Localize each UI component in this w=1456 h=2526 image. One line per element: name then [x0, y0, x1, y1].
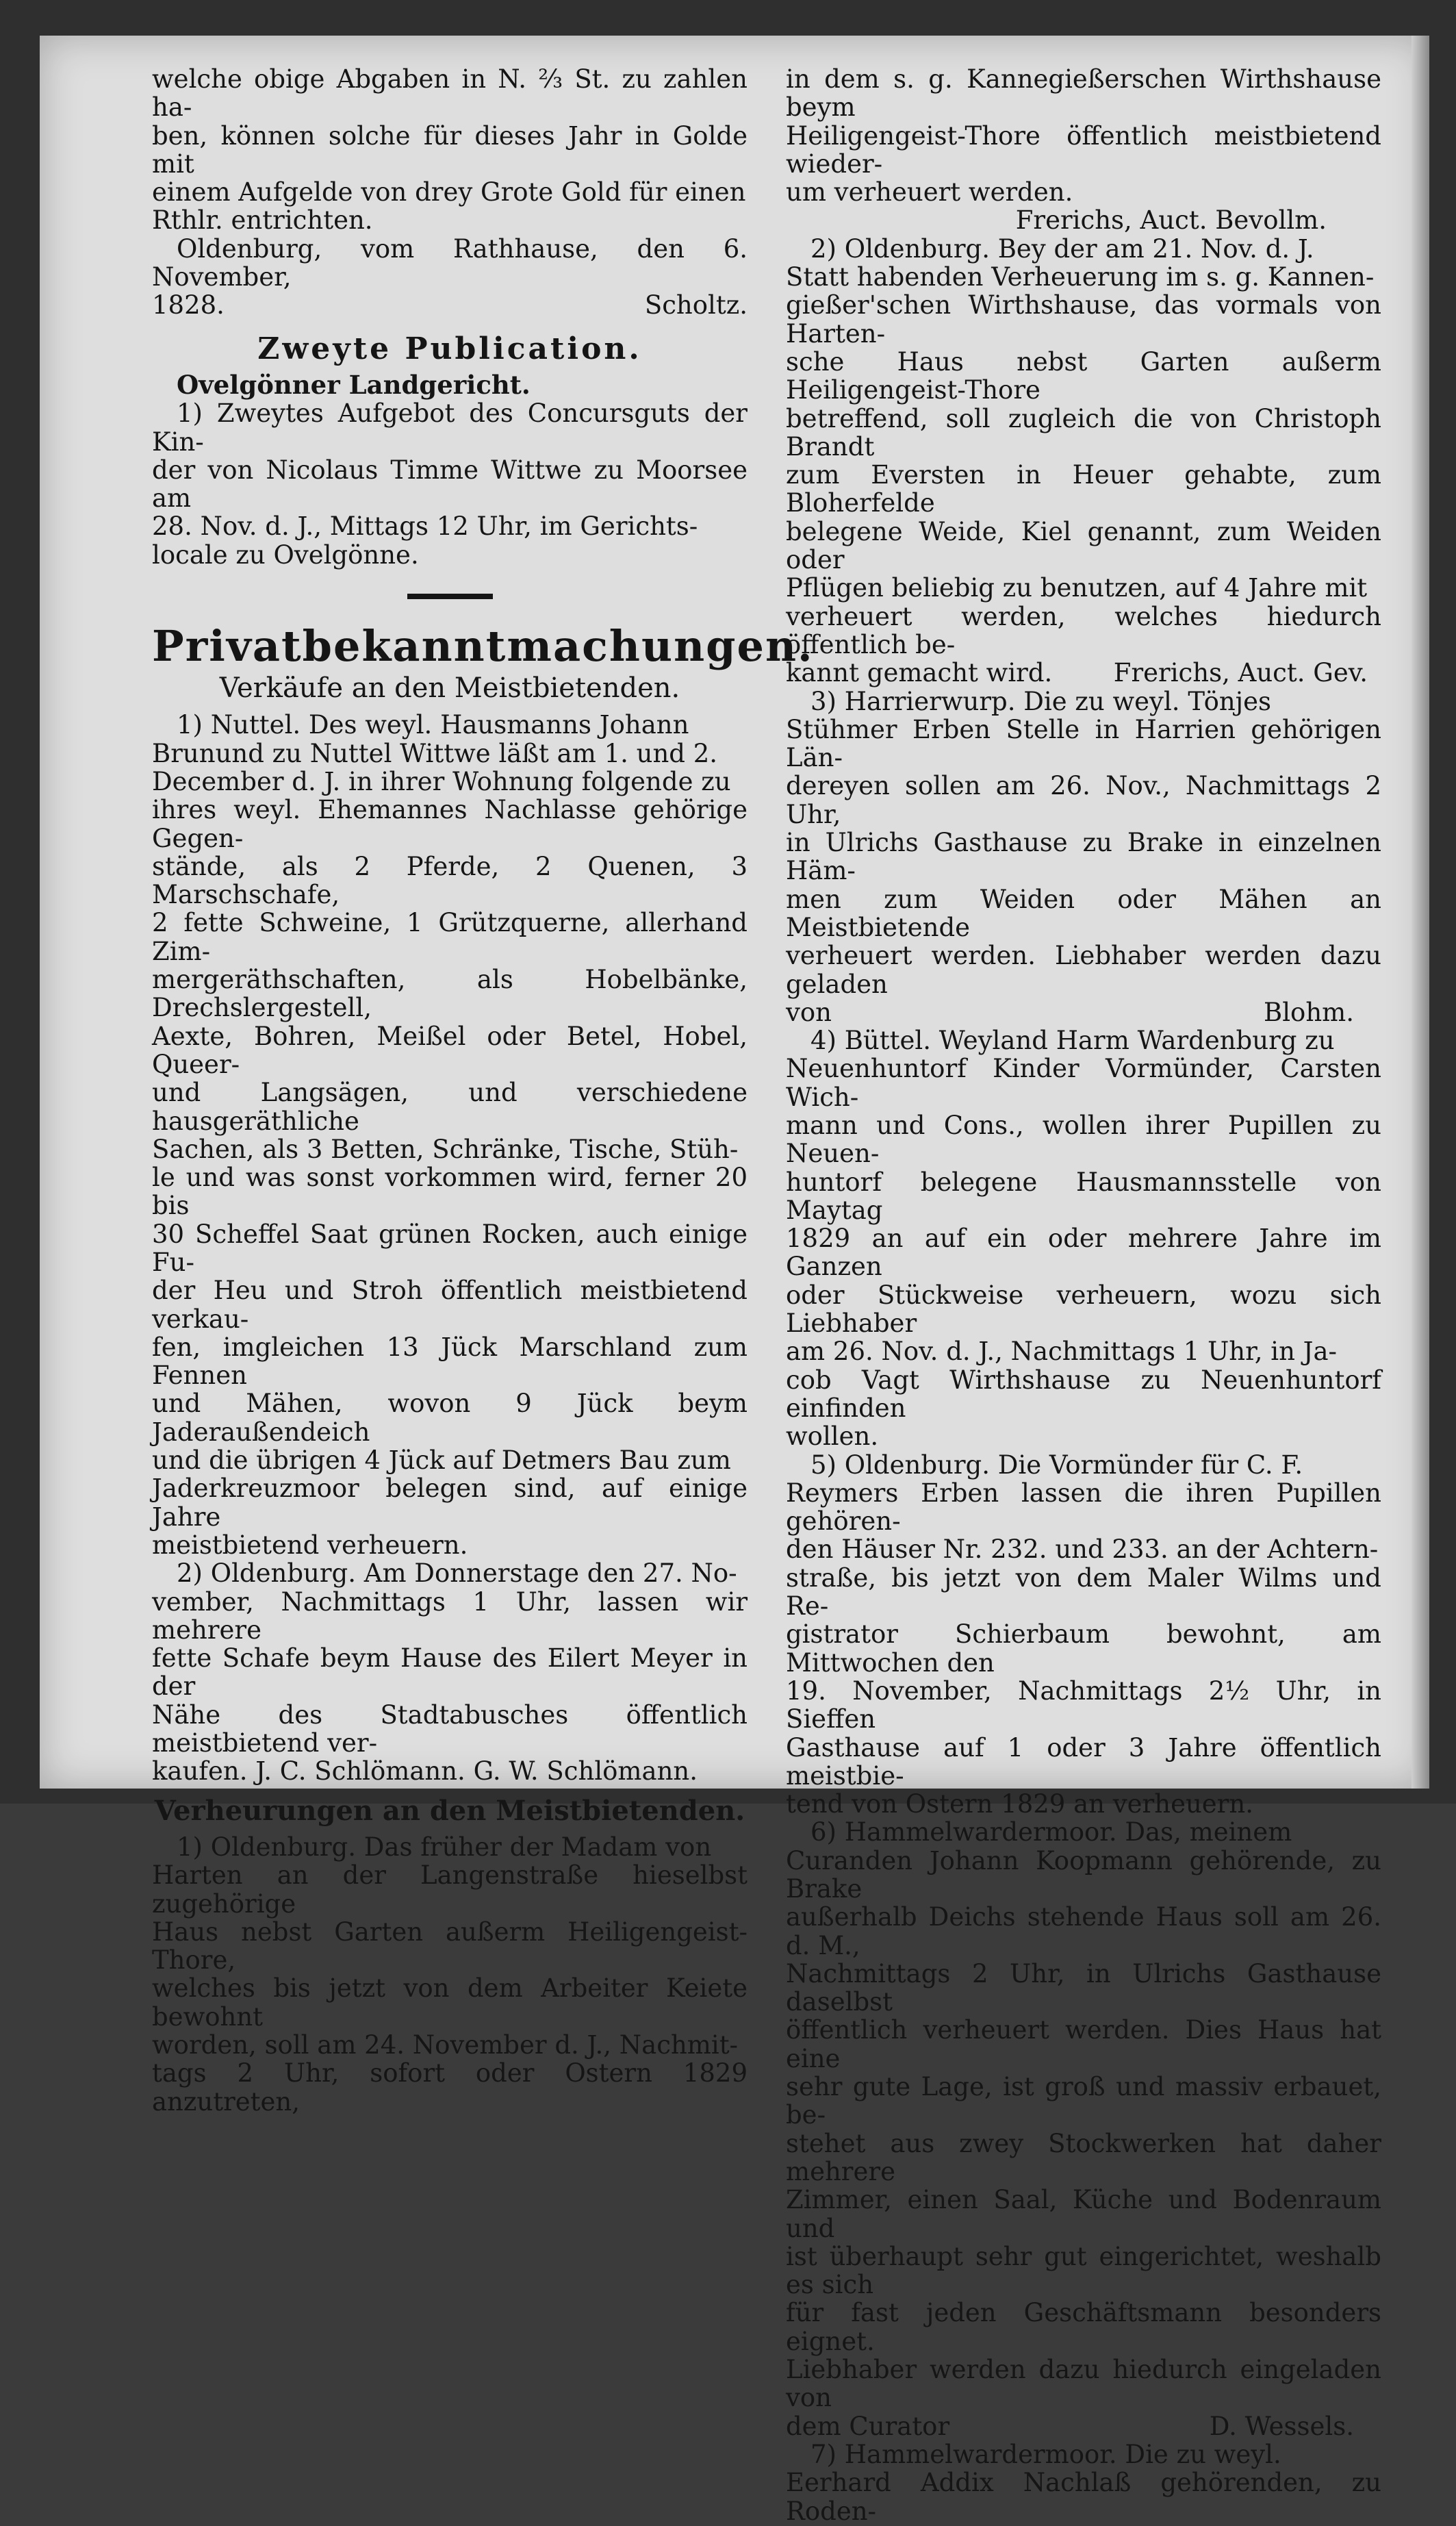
text-line: locale zu Ovelgönne. [152, 540, 419, 570]
text-line: Brunund zu Nuttel Wittwe läßt am 1. und 2. [152, 738, 718, 768]
text-line: belegene Weide, Kiel genannt, zum Weiden oder [786, 516, 1381, 575]
text-line: men zum Weiden oder Mähen an Meistbietende [786, 884, 1381, 942]
text-line: für fast jeden Geschäftsmann besonders eignet. [786, 2298, 1381, 2356]
text-line: stehet aus zwey Stockwerken hat daher mehrere [786, 2128, 1381, 2186]
section-title: Zweyte Publication. [257, 331, 642, 366]
text-line: 7) Hammelwardermoor. Die zu weyl. [810, 2439, 1281, 2469]
text-line: gistrator Schierbaum bewohnt, am Mittwochen den [786, 1619, 1381, 1678]
text-line: und die übrigen 4 Jück auf Detmers Bau zum [152, 1445, 731, 1476]
text-line: Liebhaber werden dazu hiedurch eingeladen von [786, 2355, 1381, 2413]
text-line: den Häuser Nr. 232. und 233. an der Achtern- [786, 1534, 1379, 1565]
main-title: Privatbekanntmachungen. [152, 621, 814, 672]
text-line: Eerhard Addix Nachlaß gehörenden, zu Roden- [786, 2468, 1381, 2526]
text-line: 2 fette Schweine, 1 Grützquerne, allerhand Zim- [152, 908, 748, 966]
text-line: mergeräthschaften, als Hobelbänke, Drechslergestell, [152, 965, 748, 1023]
signature-line [786, 659, 1381, 687]
text-line: Statt habenden Verheuerung im s. g. Kannen- [786, 262, 1375, 292]
text-line: Nähe des Stadtabusches öffentlich meistbietend ver- [152, 1700, 748, 1758]
text-line: und Langsägen, und verschiedene hausgeräthliche [152, 1078, 748, 1136]
text-line: huntorf belegene Hausmannsstelle von Maytag [786, 1167, 1381, 1225]
text-line: fette Schafe beym Hause des Eilert Meyer in der [152, 1643, 748, 1702]
text-line: Stühmer Erben Stelle in Harrien gehörigen Län- [786, 714, 1381, 773]
text-line: dem Curator [786, 2411, 950, 2441]
dateline: Oldenburg, vom Rathhause, den 6. November, [152, 233, 748, 292]
text-line: 2) Oldenburg. Bey der am 21. Nov. d. J. [810, 233, 1314, 264]
text-line: einem Aufgelde von drey Grote Gold für einen [152, 177, 746, 207]
text-line: Rthlr. entrichten. [152, 205, 373, 236]
sale-notice-1 [152, 711, 748, 1559]
text-line: ihres weyl. Ehemannes Nachlasse gehörige Gegen- [152, 795, 748, 853]
text-line: Aexte, Bohren, Meißel oder Betel, Hobel, Queer- [152, 1021, 748, 1079]
text-line: kaufen. J. C. Schlömann. G. W. Schlömann. [152, 1756, 698, 1786]
text-line: gießer'schen Wirthshause, das vormals von Harten- [786, 290, 1381, 349]
text-line: Heiligengeist-Thore öffentlich meistbietend wieder- [786, 121, 1381, 179]
text-line: 6) Hammelwardermoor. Das, meinem [810, 1817, 1292, 1847]
text-line: um verheuert werden. [786, 177, 1073, 207]
text-line: verheuert werden, welches hiedurch öffentlich be- [786, 601, 1381, 659]
text-line: Curanden Johann Koopmann gehörende, zu Brake [786, 1845, 1381, 1904]
dateline-year: 1828. [152, 290, 225, 320]
text-line: von [786, 997, 832, 1027]
text-line: December d. J. in ihrer Wohnung folgende zu [152, 766, 731, 796]
text-line: worden, soll am 24. November d. J., Nachmit- [152, 2030, 739, 2060]
text-line: der von Nicolaus Timme Wittwe zu Moorsee am [152, 455, 748, 514]
text-line: ben, können solche für dieses Jahr in Golde mit [152, 121, 748, 179]
text-line: dereyen sollen am 26. Nov., Nachmittags 2 Uhr, [786, 771, 1381, 829]
text-line: 30 Scheffel Saat grünen Rocken, auch einige Fu- [152, 1219, 748, 1277]
text-line: Harten an der Langenstraße hieselbst zugehörige [152, 1860, 748, 1919]
text-line: meistbietend verheuern. [152, 1530, 468, 1560]
text-line: Pflügen beliebig zu benutzen, auf 4 Jahre mit [786, 573, 1368, 603]
rent-notice-2 [786, 235, 1381, 687]
text-line: am 26. Nov. d. J., Nachmittags 1 Uhr, in Ja- [786, 1337, 1338, 1367]
continued-notice [786, 65, 1381, 235]
text-line: 2) Oldenburg. Am Donnerstage den 27. No- [177, 1558, 737, 1589]
intro-paragraph [152, 65, 748, 235]
text-line: Zimmer, einen Saal, Küche und Bodenraum und [786, 2185, 1381, 2243]
text-line: verheuert werden. Liebhaber werden dazu geladen [786, 941, 1381, 999]
text-line: oder Stückweise verheuern, wozu sich Liebhaber [786, 1280, 1381, 1339]
text-line: stände, als 2 Pferde, 2 Quenen, 3 Marschschafe, [152, 851, 748, 910]
text-line: 28. Nov. d. J., Mittags 12 Uhr, im Gerichts- [152, 511, 698, 542]
text-line: tags 2 Uhr, sofort oder Ostern 1829 anzutreten, [152, 2058, 748, 2117]
section-divider [407, 594, 493, 599]
signature: Blohm. [1264, 997, 1354, 1027]
text-line: vember, Nachmittags 1 Uhr, lassen wir mehrere [152, 1587, 748, 1645]
signature: Frerichs, Auct. Bevollm. [1015, 205, 1327, 236]
text-line: tend von Ostern 1829 an verheuern. [786, 1789, 1253, 1819]
text-line: Nachmittags 2 Uhr, in Ulrichs Gasthause daselbst [786, 1958, 1381, 2017]
text-line: in Ulrichs Gasthause zu Brake in einzelnen Häm- [786, 828, 1381, 886]
page-spine-shadow [1412, 36, 1429, 1789]
text-line: 1) Zweytes Aufgebot des Concursguts der Kin- [152, 399, 748, 457]
signer-name: Scholtz. [644, 290, 748, 320]
text-line: 1) Nuttel. Des weyl. Hausmanns Johann [177, 710, 689, 740]
text-line: 5) Oldenburg. Die Vormünder für C. F. [810, 1450, 1303, 1480]
text-line: in dem s. g. Kannegießerschen Wirthshause beym [786, 64, 1381, 123]
rent-heading: Verheurungen an den Meistbietenden. [154, 1794, 745, 1827]
text-line: le und was sonst vorkommen wird, ferner 20 bis [152, 1163, 748, 1221]
signature-line [786, 998, 1381, 1026]
rent-notice-3 [786, 687, 1381, 1027]
text-line: und Mähen, wovon 9 Jück beym Jaderaußendeich [152, 1389, 748, 1447]
rent-notice-5 [786, 1451, 1381, 1819]
text-line: zum Eversten in Heuer gehabte, zum Bloherfelde [786, 460, 1381, 518]
signature-line [786, 2412, 1381, 2440]
text-line: 4) Büttel. Weyland Harm Wardenburg zu [810, 1026, 1335, 1056]
right-column [786, 65, 1381, 2525]
sale-notice-2 [152, 1559, 748, 1785]
text-line: straße, bis jetzt von dem Maler Wilms und Re- [786, 1563, 1381, 1621]
text-line: Haus nebst Garten außerm Heiligengeist-Thore, [152, 1917, 748, 1975]
rent-notice-6 [786, 1818, 1381, 2440]
text-line: 1) Oldenburg. Das früher der Madam von [177, 1832, 712, 1862]
text-line: betreffend, soll zugleich die von Christoph Brandt [786, 403, 1381, 462]
text-line: Neuenhuntorf Kinder Vormünder, Carsten Wich- [786, 1054, 1381, 1112]
text-line: außerhalb Deichs stehende Haus soll am 26. d. M., [786, 1902, 1381, 1960]
text-line: der Heu und Stroh öffentlich meistbietend verkau- [152, 1276, 748, 1334]
court-notice [152, 399, 748, 569]
sales-heading: Verkäufe an den Meistbietenden. [219, 672, 680, 705]
text-line: cob Vagt Wirthshause zu Neuenhuntorf einfinden [786, 1365, 1381, 1423]
signature: Frerichs, Auct. Gev. [1113, 658, 1368, 688]
text-line: öffentlich verheuert werden. Dies Haus hat eine [786, 2015, 1381, 2073]
text-line: 19. November, Nachmittags 2½ Uhr, in Sieffen [786, 1676, 1381, 1734]
rent-notice-4 [786, 1026, 1381, 1450]
rent-notice-1 [152, 1833, 748, 2116]
text-line: ist überhaupt sehr gut eingerichtet, weshalb es sich [786, 2241, 1381, 2300]
text-line: Gasthause auf 1 oder 3 Jahre öffentlich meistbie- [786, 1732, 1381, 1791]
text-line: welches bis jetzt von dem Arbeiter Keiete bewohnt [152, 1973, 748, 2032]
left-column [152, 64, 814, 2117]
text-line: kannt gemacht wird. [786, 658, 1053, 688]
dateline-signature [152, 291, 748, 319]
court-heading: Ovelgönner Landgericht. [177, 369, 531, 400]
text-line: Reymers Erben lassen die ihren Pupillen gehören- [786, 1478, 1381, 1537]
text-line: mann und Cons., wollen ihrer Pupillen zu Neuen- [786, 1110, 1381, 1169]
text-line: Sachen, als 3 Betten, Schränke, Tische, Stüh- [152, 1134, 739, 1164]
text-line: fen, imgleichen 13 Jück Marschland zum Fennen [152, 1332, 748, 1391]
text-line: welche obige Abgaben in N. ⅔ St. zu zahlen ha- [152, 64, 748, 123]
text-line: wollen. [786, 1422, 879, 1452]
text-line: sche Haus nebst Garten außerm Heiligengeist-Thore [786, 346, 1381, 405]
text-line: sehr gute Lage, ist groß und massiv erbauet, be- [786, 2072, 1381, 2130]
text-line: Jaderkreuzmoor belegen sind, auf einige Jahre [152, 1474, 748, 1532]
signature: D. Wessels. [1209, 2411, 1354, 2441]
text-line: 1829 an auf ein oder mehrere Jahre im Ganzen [786, 1224, 1381, 1282]
text-line: 3) Harrierwurp. Die zu weyl. Tönjes [810, 686, 1272, 716]
rent-notice-7 [786, 2440, 1381, 2525]
